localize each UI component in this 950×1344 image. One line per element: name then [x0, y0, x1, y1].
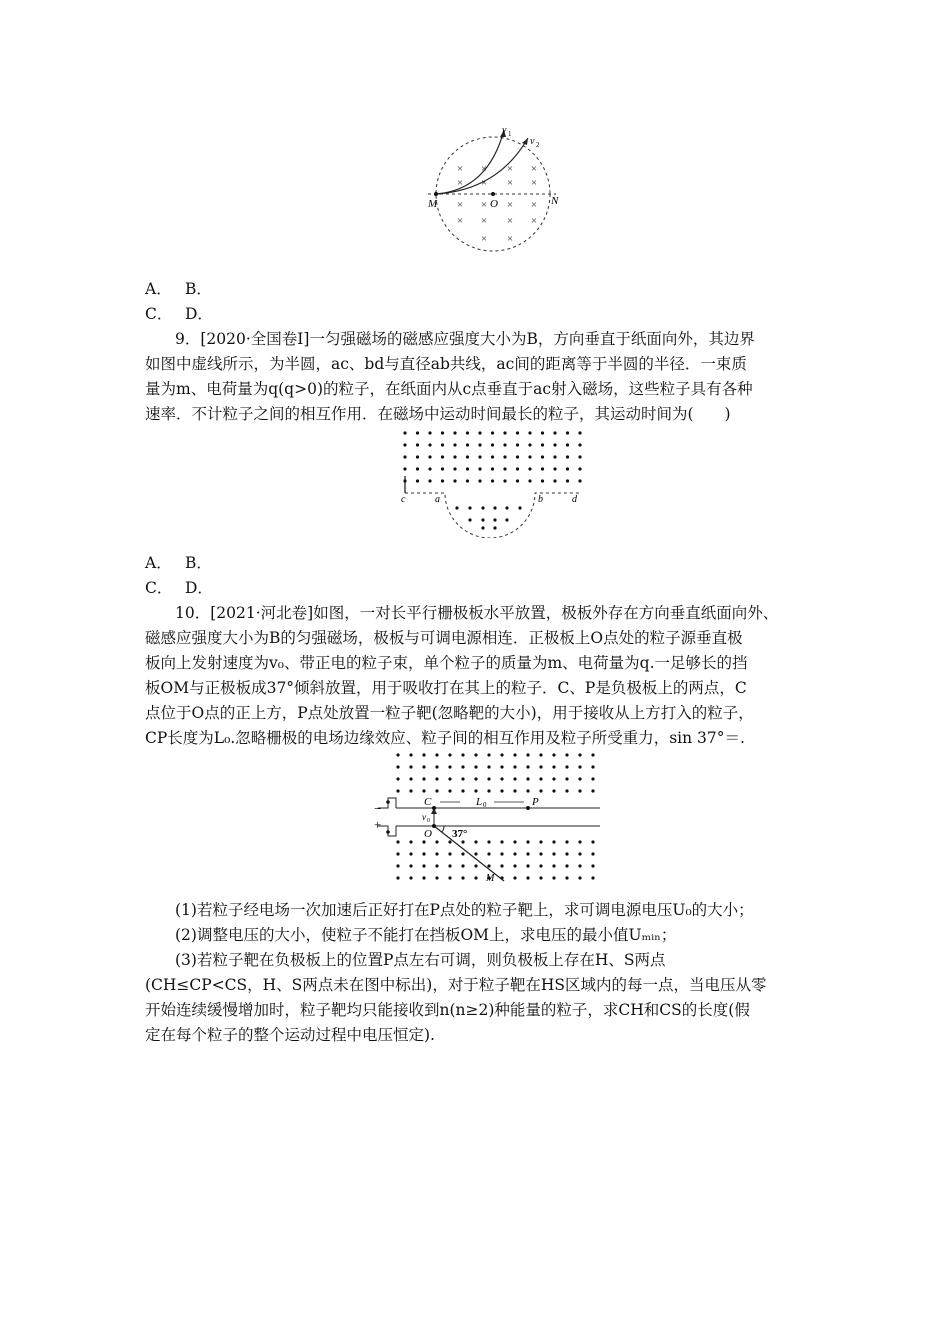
- field-dot: [513, 840, 516, 843]
- field-dot: [409, 765, 412, 768]
- q10-part-1: (1)若粒子经电场一次加速后正好打在P点处的粒子靶上，求可调电源电压U₀的大小；: [175, 901, 754, 919]
- field-dot: [403, 455, 406, 458]
- figure-semicircle-field: [395, 428, 590, 538]
- field-dot: [541, 443, 544, 446]
- field-dot: [541, 431, 544, 434]
- field-dot: [500, 753, 503, 756]
- field-dot: [539, 777, 542, 780]
- field-dot: [565, 876, 568, 879]
- field-dot: [448, 789, 451, 792]
- field-dot: [491, 479, 494, 482]
- field-dot: [435, 789, 438, 792]
- field-dot: [478, 443, 481, 446]
- field-dot: [428, 431, 431, 434]
- field-dot: [409, 789, 412, 792]
- field-dot: [591, 777, 594, 780]
- field-dot: [466, 467, 469, 470]
- field-cross: ×: [480, 163, 488, 175]
- v2-subscript: 2: [536, 141, 540, 149]
- q9-line-3: 量为m、电荷量为q(q>0)的粒子，在纸面内从c点垂直于ac射入磁场，这些粒子具有各种: [145, 380, 753, 398]
- field-dot: [591, 765, 594, 768]
- angle-label: 37°: [452, 828, 468, 840]
- field-dot: [553, 431, 556, 434]
- field-dot: [422, 876, 425, 879]
- field-dot: [481, 526, 484, 529]
- field-dot: [591, 852, 594, 855]
- field-dot: [453, 443, 456, 446]
- field-dot: [435, 876, 438, 879]
- field-dot: [513, 852, 516, 855]
- field-dot: [526, 753, 529, 756]
- field-dot: [591, 753, 594, 756]
- field-dot: [435, 864, 438, 867]
- field-dot: [396, 864, 399, 867]
- q9-line-1: 9．[2020·全国卷Ⅰ]一匀强磁场的磁感应强度大小为B，方向垂直于纸面向外，其边界: [175, 330, 755, 348]
- field-dot: [448, 765, 451, 768]
- field-dot: [513, 777, 516, 780]
- field-dot: [478, 431, 481, 434]
- field-dot: [396, 840, 399, 843]
- option-d[interactable]: D．: [185, 579, 213, 597]
- field-dot: [461, 789, 464, 792]
- field-dot: [503, 479, 506, 482]
- field-dot: [474, 864, 477, 867]
- L0-label: L: [476, 796, 483, 808]
- field-dot: [435, 777, 438, 780]
- q10-line-1: 10．[2021·河北卷]如图，一对长平行栅极板水平放置，极板外存在方向垂直纸面向外、: [175, 604, 779, 622]
- field-dot: [435, 765, 438, 768]
- field-dot: [578, 789, 581, 792]
- option-d[interactable]: D．: [185, 305, 213, 323]
- field-dot: [428, 467, 431, 470]
- field-dot: [448, 852, 451, 855]
- field-dot: [487, 864, 490, 867]
- field-dot: [416, 443, 419, 446]
- option-a[interactable]: A．: [145, 554, 172, 572]
- field-dot: [503, 467, 506, 470]
- field-dot: [513, 864, 516, 867]
- field-dot: [505, 518, 508, 521]
- field-dot: [552, 789, 555, 792]
- field-cross: ×: [480, 177, 488, 189]
- field-dot: [416, 479, 419, 482]
- field-dot: [448, 840, 451, 843]
- point-O-label: O: [424, 828, 432, 840]
- field-dot: [409, 876, 412, 879]
- L0-subscript: 0: [483, 801, 487, 809]
- q10-line-6: CP长度为L₀.忽略栅极的电场边缘效应、粒子间的相互作用及粒子所受重力，sin 37°＝.: [145, 729, 745, 747]
- field-dot: [526, 852, 529, 855]
- field-dot: [578, 777, 581, 780]
- field-dot: [403, 431, 406, 434]
- field-dot: [566, 467, 569, 470]
- field-dot: [539, 753, 542, 756]
- field-dot: [461, 864, 464, 867]
- field-dot: [541, 467, 544, 470]
- field-dot: [500, 840, 503, 843]
- option-a[interactable]: A．: [145, 280, 172, 298]
- field-dot: [516, 455, 519, 458]
- field-cross: ×: [480, 233, 488, 245]
- field-dot: [396, 852, 399, 855]
- field-dot: [539, 864, 542, 867]
- q10-part-3-line-3: 开始连续缓慢增加时，粒子靶均只能接收到n(n≥2)种能量的粒子，求CH和CS的长度(假: [145, 1001, 750, 1019]
- field-dot: [448, 777, 451, 780]
- field-dot: [468, 506, 471, 509]
- field-cross: ×: [480, 199, 488, 211]
- point-b-label: b: [538, 494, 543, 505]
- field-cross: ×: [456, 199, 464, 211]
- field-dot: [566, 443, 569, 446]
- point-M-label: M: [486, 873, 495, 884]
- field-dot: [441, 467, 444, 470]
- point-a-label: a: [435, 494, 440, 505]
- field-dot: [453, 431, 456, 434]
- field-dot: [528, 479, 531, 482]
- field-dot: [541, 455, 544, 458]
- field-dot: [422, 789, 425, 792]
- field-dot: [565, 753, 568, 756]
- q10-line-2: 磁感应强度大小为B的匀强磁场，极板与可调电源相连．正极板上O点处的粒子源垂直极: [145, 629, 743, 647]
- field-dot: [566, 455, 569, 458]
- field-dot: [493, 526, 496, 529]
- field-cross: ×: [456, 215, 464, 227]
- field-dot: [441, 443, 444, 446]
- field-dot: [566, 431, 569, 434]
- field-dot: [487, 765, 490, 768]
- field-dot: [552, 864, 555, 867]
- field-dot: [505, 506, 508, 509]
- field-dot: [453, 455, 456, 458]
- field-dot: [428, 455, 431, 458]
- field-dot: [491, 431, 494, 434]
- field-dot: [396, 789, 399, 792]
- field-dot: [500, 765, 503, 768]
- field-dot: [481, 518, 484, 521]
- field-dot: [552, 840, 555, 843]
- field-dot: [461, 753, 464, 756]
- field-cross: ×: [530, 177, 538, 189]
- v2-label: v: [530, 136, 535, 147]
- field-dot: [478, 479, 481, 482]
- point-C-label: C: [424, 796, 432, 808]
- v1-subscript: 1: [508, 130, 512, 138]
- field-dot: [416, 467, 419, 470]
- plus-terminal-label: +: [374, 817, 382, 832]
- field-dot: [441, 455, 444, 458]
- v0-subscript: 0: [427, 818, 430, 824]
- field-dot: [565, 777, 568, 780]
- field-dot: [513, 789, 516, 792]
- field-dot: [541, 479, 544, 482]
- field-dot: [553, 467, 556, 470]
- point-N-label: N: [551, 195, 559, 207]
- field-dot: [409, 753, 412, 756]
- field-dot: [500, 777, 503, 780]
- field-dot: [552, 777, 555, 780]
- field-dot: [591, 876, 594, 879]
- field-dot: [526, 840, 529, 843]
- field-dot: [503, 443, 506, 446]
- field-dot: [526, 789, 529, 792]
- minus-terminal-label: −: [374, 801, 382, 816]
- q10-line-5: 点位于O点的正上方，P点处放置一粒子靶(忽略靶的大小)，用于接收从上方打入的粒子，: [145, 704, 754, 722]
- field-dot: [565, 765, 568, 768]
- field-dot: [474, 840, 477, 843]
- field-dot: [422, 753, 425, 756]
- field-dot: [578, 840, 581, 843]
- field-dot: [493, 518, 496, 521]
- field-dot: [487, 840, 490, 843]
- field-dot: [453, 479, 456, 482]
- field-dot: [396, 753, 399, 756]
- field-dot: [500, 852, 503, 855]
- field-dot: [591, 840, 594, 843]
- field-dot: [578, 864, 581, 867]
- field-dot: [513, 876, 516, 879]
- field-dot: [539, 852, 542, 855]
- field-dot: [553, 443, 556, 446]
- field-dot: [422, 765, 425, 768]
- field-dot: [528, 443, 531, 446]
- field-dot: [428, 479, 431, 482]
- field-dot: [455, 506, 458, 509]
- field-dot: [578, 455, 581, 458]
- point-O-label: O: [490, 198, 498, 210]
- field-dot: [453, 467, 456, 470]
- field-dot: [500, 864, 503, 867]
- field-dot: [478, 455, 481, 458]
- field-dot: [565, 789, 568, 792]
- field-dot: [513, 765, 516, 768]
- field-dot: [565, 864, 568, 867]
- field-dot: [539, 789, 542, 792]
- field-dot: [448, 864, 451, 867]
- option-c[interactable]: C．: [145, 305, 173, 323]
- q9-line-2: 如图中虚线所示，为半圆，ac、bd与直径ab共线，ac间的距离等于半圆的半径．一束质: [145, 355, 747, 373]
- field-cross: ×: [480, 215, 488, 227]
- options-q9-row1: [145, 553, 212, 573]
- field-dot: [591, 864, 594, 867]
- field-dot: [526, 864, 529, 867]
- field-dot: [565, 840, 568, 843]
- field-dot: [474, 789, 477, 792]
- field-dot: [435, 840, 438, 843]
- q10-part-2: (2)调整电压的大小，使粒子不能打在挡板OM上，求电压的最小值Uₘᵢₙ；: [175, 926, 677, 944]
- field-dot: [565, 852, 568, 855]
- q10-line-3: 板向上发射速度为v₀、带正电的粒子束，单个粒子的质量为m、电荷量为q.一足够长的挡: [145, 654, 748, 672]
- field-cross: ×: [506, 233, 514, 245]
- field-dot: [461, 852, 464, 855]
- field-dot: [526, 777, 529, 780]
- field-dot: [539, 765, 542, 768]
- field-dot: [416, 431, 419, 434]
- field-dot: [578, 467, 581, 470]
- field-dot: [539, 840, 542, 843]
- q9-line-4: 速率．不计粒子之间的相互作用．在磁场中运动时间最长的粒子，其运动时间为( ): [145, 405, 731, 423]
- field-dot: [516, 479, 519, 482]
- field-dot: [578, 479, 581, 482]
- field-dot: [441, 479, 444, 482]
- option-c[interactable]: C．: [145, 579, 173, 597]
- point-c-label: c: [401, 494, 406, 505]
- field-dot: [474, 852, 477, 855]
- options-q8-row2: [145, 304, 213, 324]
- field-dot: [466, 479, 469, 482]
- field-dot: [416, 455, 419, 458]
- field-dot: [474, 765, 477, 768]
- field-dot: [491, 455, 494, 458]
- field-dot: [403, 467, 406, 470]
- field-dot: [552, 753, 555, 756]
- point-M-label: M: [428, 198, 438, 210]
- field-dot: [448, 753, 451, 756]
- field-dot: [518, 506, 521, 509]
- field-dot: [435, 852, 438, 855]
- field-dot: [474, 777, 477, 780]
- v0-label: v: [422, 812, 426, 822]
- field-dot: [578, 876, 581, 879]
- figure-grid-plates: [372, 750, 607, 885]
- field-dot: [468, 518, 471, 521]
- q10-part-3-line-4: 定在每个粒子的整个运动过程中电压恒定).: [145, 1026, 435, 1044]
- field-dot: [493, 506, 496, 509]
- field-dot: [461, 765, 464, 768]
- field-dot: [487, 777, 490, 780]
- field-dot: [409, 852, 412, 855]
- field-dot: [396, 765, 399, 768]
- field-dot: [461, 840, 464, 843]
- field-dot: [526, 876, 529, 879]
- field-dot: [513, 753, 516, 756]
- field-dot: [487, 789, 490, 792]
- field-dot: [528, 455, 531, 458]
- field-dot: [466, 455, 469, 458]
- field-cross: ×: [506, 163, 514, 175]
- v1-label: v: [502, 125, 507, 136]
- field-dot: [503, 431, 506, 434]
- field-cross: ×: [530, 215, 538, 227]
- field-dot: [461, 777, 464, 780]
- field-dot: [396, 876, 399, 879]
- field-cross: ×: [456, 163, 464, 175]
- field-dot: [422, 840, 425, 843]
- field-dot: [491, 443, 494, 446]
- field-dot: [409, 840, 412, 843]
- field-dot: [552, 876, 555, 879]
- field-dot: [422, 864, 425, 867]
- field-dot: [553, 479, 556, 482]
- field-dot: [500, 789, 503, 792]
- options-q9-row2: [145, 578, 213, 598]
- q10-part-3-line-1: (3)若粒子靶在负极板上的位置P点左右可调，则负极板上存在H、S两点: [175, 951, 666, 969]
- field-cross: ×: [506, 199, 514, 211]
- field-dot: [528, 431, 531, 434]
- field-dot: [566, 479, 569, 482]
- field-dot: [441, 431, 444, 434]
- field-dot: [422, 777, 425, 780]
- field-dot: [478, 467, 481, 470]
- field-dot: [422, 852, 425, 855]
- option-b[interactable]: B．: [185, 554, 212, 572]
- option-b[interactable]: B．: [185, 280, 212, 298]
- field-dot: [466, 443, 469, 446]
- field-cross: ×: [530, 199, 538, 211]
- field-dot: [466, 431, 469, 434]
- field-dot: [448, 876, 451, 879]
- field-dot: [487, 852, 490, 855]
- field-dot: [487, 753, 490, 756]
- field-dot: [578, 443, 581, 446]
- field-dot: [578, 765, 581, 768]
- field-dot: [461, 876, 464, 879]
- field-dot: [428, 443, 431, 446]
- field-dot: [552, 852, 555, 855]
- field-dot: [539, 876, 542, 879]
- field-dot: [403, 443, 406, 446]
- field-dot: [491, 467, 494, 470]
- field-dot: [553, 455, 556, 458]
- field-cross: ×: [456, 177, 464, 189]
- q10-part-3-line-2: (CH≤CP<CS，H、S两点未在图中标出)，对于粒子靶在HS区域内的每一点，当电压从零: [145, 976, 767, 994]
- q10-line-4: 板OM与正极板成37°倾斜放置，用于吸收打在其上的粒子．C、P是负极板上的两点，C: [145, 679, 747, 697]
- point-P-label: P: [532, 796, 539, 808]
- field-dot: [552, 765, 555, 768]
- field-dot: [435, 753, 438, 756]
- field-dot: [516, 467, 519, 470]
- field-dot: [578, 431, 581, 434]
- field-dot: [409, 777, 412, 780]
- field-cross: ×: [506, 177, 514, 189]
- field-cross: ×: [530, 163, 538, 175]
- field-dot: [528, 467, 531, 470]
- field-dot: [578, 852, 581, 855]
- field-dot: [516, 443, 519, 446]
- field-cross: ×: [506, 215, 514, 227]
- field-dot: [591, 789, 594, 792]
- options-q8-row1: [145, 279, 212, 299]
- field-dot: [516, 431, 519, 434]
- figure-circle-field: [418, 124, 568, 254]
- field-dot: [481, 506, 484, 509]
- field-dot: [526, 765, 529, 768]
- field-dot: [503, 455, 506, 458]
- field-dot: [474, 876, 477, 879]
- field-dot: [578, 753, 581, 756]
- field-dot: [474, 753, 477, 756]
- field-dot: [409, 864, 412, 867]
- field-dot: [396, 777, 399, 780]
- point-d-label: d: [572, 494, 577, 505]
